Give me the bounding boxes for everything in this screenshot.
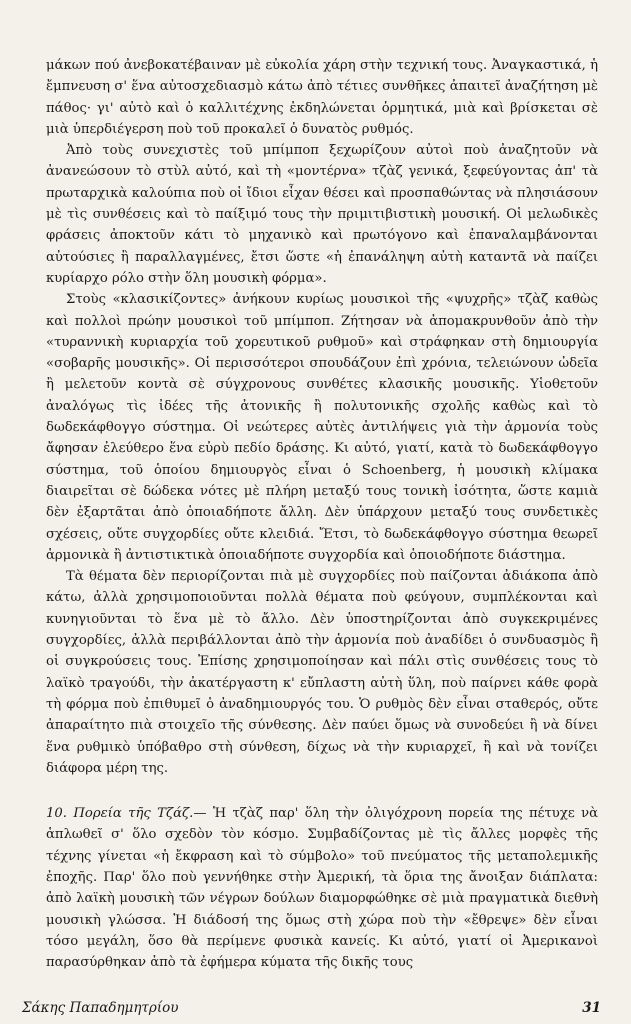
paragraph-2: Ἀπὸ τοὺς συνεχιστὲς τοῦ μπίμποπ ξεχωρίζουν αὐτοὶ ποὺ ἀναζητοῦν νὰ ἀνανεώσουν τὸ στὺλ αὐτό, καὶ τὴ «μοντέρνα» τζὰζ γενικά, ξεφεύγοντας ἀπ' τὰ πρωταρχικὰ καλούπια ποὺ οἱ ἴδιοι εἶχαν θέσει καὶ προσπαθώντας νὰ πλησιάσουν μὲ τὶς συνθέσεις καὶ τὸ παίξιμό τους τὴν πριμιτιβιστικὴ μουσική. Οἱ μελωδικὲς φράσεις ἀποκτοῦν κάτι τὸ μηχανικὸ καὶ πρωτόγονο καὶ ἐπαναλαμβάνονται αὐτούσιες ἢ παραλλαγμένες, ἔτσι ὥστε «ἡ ἐπανάληψη αὐτὴ καταντᾶ νὰ παίζει κυρίαρχο ρόλο στὴν ὅλη μουσικὴ φόρμα». [46,143,598,286]
page-footer [22,1000,601,1016]
section-body: — Ἡ τζὰζ παρ' ὅλη τὴν ὀλιγόχρονη πορεία της πέτυχε νὰ ἁπλωθεῖ σ' ὅλο σχεδὸν τὸν κόσμο. Συμβαδίζοντας μὲ τὶς ἄλλες μορφὲς τῆς τέχνης γίνεται «ἡ ἔκφραση καὶ τὸ σύμβολο» τοῦ πνεύματος τῆς μεταπολεμικῆς ἐποχῆς. Παρ' ὅλο ποὺ γεννήθηκε στὴν Ἀμερική, τὰ ὅρια της ἄνοιξαν διάπλατα: ἀπὸ λαϊκὴ μουσικὴ τῶν νέγρων δούλων διαμορφώθηκε σὲ μιὰ πραγματικὰ διεθνὴ μουσικὴ γλώσσα. Ἡ διάδοσή της ὅμως στὴ χώρα ποὺ τὴν «ἔθρεψε» δὲν εἶναι τόσο μεγάλη, ὅσο θὰ περίμενε φυσικὰ κανείς. Κι αὐτό, γιατί οἱ Ἀμερικανοὶ παρασύρθηκαν ἀπὸ τὰ ἐφήμερα κύματα τῆς δικῆς τους [46,806,598,971]
paragraph-1: μάκων πού ἀνεβοκατέβαιναν μὲ εὐκολία χάρη στὴν τεχνική τους. Ἀναγκαστικά, ἡ ἔμπνευση σ' ἕνα αὐτοσχεδιασμὸ κάτω ἀπὸ τέτιες συνθῆκες ἀπαιτεῖ ἀναζήτηση μὲ πάθος· γι' αὐτὸ καὶ ὁ καλλιτέχνης ἐκδηλώνεται ὁρμητικά, μιὰ καὶ βρίσκεται σὲ μιὰ ὑπερδιέγερση ποὺ τοῦ προκαλεῖ ὁ δυνατὸς ρυθμός. [46,58,598,137]
page-number: 31 [582,1000,601,1016]
body-text [46,55,598,973]
section-title: 10. Πορεία τῆς Τζάζ. [46,806,194,822]
section-paragraph [46,803,598,973]
footer-author: Σάκης Παπαδημητρίου [22,1000,179,1016]
paragraph-3: Στοὺς «κλασικίζοντες» ἀνήκουν κυρίως μουσικοὶ τῆς «ψυχρῆς» τζὰζ καθὼς καὶ πολλοὶ πρώην μουσικοὶ τοῦ μπίμποπ. Ζήτησαν νὰ ἀπομακρυνθοῦν ἀπὸ τὴν «τυραννικὴ κυριαρχία τοῦ χορευτικοῦ ρυθμοῦ» καὶ στράφηκαν στὴ δημιουργία «σοβαρῆς μουσικῆς». Οἱ περισσότεροι σπουδάζουν ἐπὶ χρόνια, τελειώνουν ὠδεῖα ἢ μελετοῦν κοντὰ σὲ σύγχρονους συνθέτες κλασικῆς μουσικῆς. Υἱοθετοῦν ἀναλόγως τὶς ἰδέες τῆς ἀτονικῆς ἢ πολυτονικῆς σχολῆς καθὼς καὶ τὸ δωδεκάφθογγο σύστημα. Οἱ νεώτερες αὐτὲς ἀντιλήψεις γιὰ τὴν ἁρμονία τοὺς ἄφησαν ἐλεύθερο ἕνα εὐρὺ πεδίο δράσης. Κι αὐτό, γιατί, κατὰ τὸ δωδεκάφθογγο σύστημα, τοῦ ὁποίου δημιουργὸς εἶναι ὁ Schoenberg, ἡ μουσικὴ κλίμακα διαιρεῖται σὲ δώδεκα νότες μὲ πλήρη μεταξύ τους τονικὴ ἰσότητα, ὥστε καμιὰ δὲν ἐξαρτᾶται ἀπὸ ὁποιαδήποτε ἄλλη. Δὲν ὑπάρχουν μεταξύ τους συνδετικὲς σχέσεις, οὔτε συγχορδίες οὔτε κλειδιά. Ἔτσι, τὸ δωδεκάφθογγο σύστημα θεωρεῖ ἁρμονικὰ ἢ ἀντιστικτικὰ ὁποιαδήποτε συγχορδία καὶ ὁποιοδήποτε διάστημα. [46,292,598,563]
paragraph-4: Τὰ θέματα δὲν περιορίζονται πιὰ μὲ συγχορδίες ποὺ παίζονται ἀδιάκοπα ἀπὸ κάτω, ἀλλὰ χρησιμοποιοῦνται πολλὰ θέματα ποὺ φεύγουν, συμπλέκονται καὶ κυνηγιοῦνται τὸ ἕνα μὲ τὸ ἄλλο. Δὲν ὑποστηρίζονται ἀπὸ συγκεκριμένες συγχορδίες, ἀλλὰ περιβάλλονται ἀπὸ τὴν ἁρμονία ποὺ ἀναδίδει ὁ συνδυασμὸς ἢ οἱ συγκρούσεις τους. Ἐπίσης χρησιμοποίησαν καὶ πάλι στὶς συνθέσεις τους τὸ λαϊκὸ τραγούδι, τὴν ἀκατέργαστη κ' εὔπλαστη αὐτὴ ὕλη, ποὺ παίρνει κάθε φορὰ τὴ φόρμα ποὺ ἐπιθυμεῖ ὁ ἀναδημιουργός του. Ὁ ρυθμὸς δὲν εἶναι σταθερός, οὔτε ἀπαραίτητο πιὰ στοιχεῖο τῆς σύνθεσης. Δὲν παύει ὅμως νὰ συνοδεύει ἢ νὰ δίνει ἕνα ρυθμικὸ ὑπόβαθρο στὴ σύνθεση, δίχως νὰ τὴν κυριαρχεῖ, ἢ καὶ νὰ τονίζει διάφορα μέρη της. [46,569,598,776]
